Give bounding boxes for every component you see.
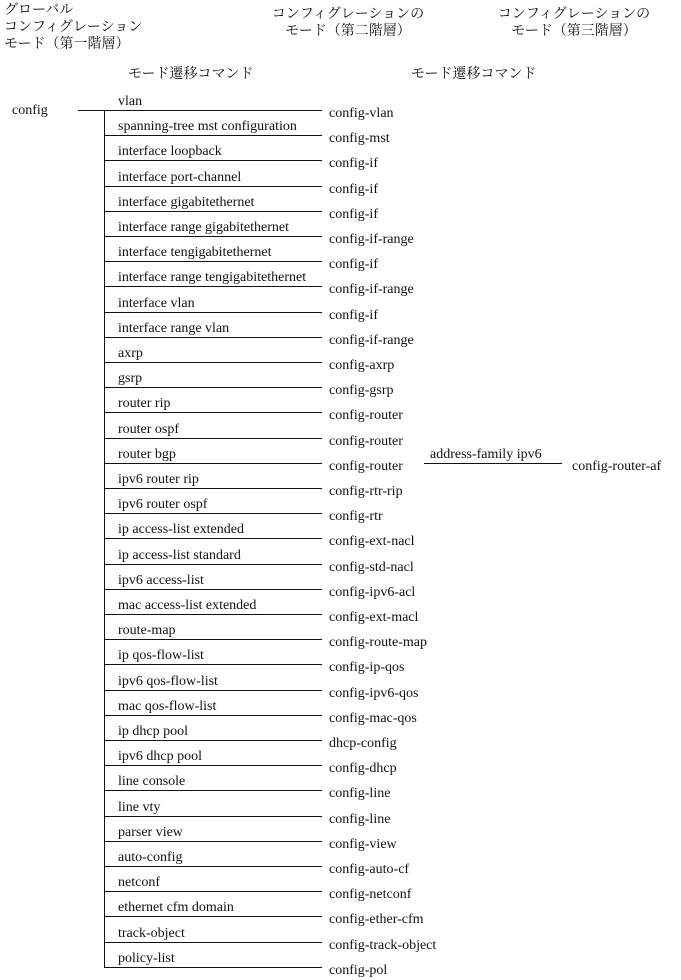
second-level-mode: config-router xyxy=(329,433,403,449)
transition-command: line vty xyxy=(118,799,161,815)
second-level-mode: config-ipv6-acl xyxy=(329,584,416,600)
transition-command: interface loopback xyxy=(118,144,222,160)
second-level-mode: config-netconf xyxy=(329,887,412,903)
second-level-mode: config-if xyxy=(329,206,378,222)
transition-command: interface range gigabitethernet xyxy=(118,220,290,235)
root-mode-config: config xyxy=(12,103,48,118)
transition-command: interface tengigabitethernet xyxy=(118,245,272,261)
transition-command: ipv6 qos-flow-list xyxy=(118,673,218,689)
transition-command: spanning-tree mst configuration xyxy=(118,119,297,135)
second-level-mode: config-ip-qos xyxy=(329,660,405,676)
transition-command: ipv6 access-list xyxy=(118,572,204,588)
transition-command: interface range vlan xyxy=(118,320,230,336)
second-level-mode: config-if xyxy=(329,257,378,273)
second-level-mode: config-route-map xyxy=(329,635,427,651)
second-level-mode: config-mst xyxy=(329,131,390,147)
transition-command: policy-list xyxy=(118,950,175,966)
second-level-mode: config-router xyxy=(329,408,403,424)
transition-command: router bgp xyxy=(118,446,176,462)
transition-command: ethernet cfm domain xyxy=(118,900,234,916)
second-level-mode: config-line xyxy=(329,811,391,827)
second-level-mode: config-gsrp xyxy=(329,383,394,399)
second-level-mode: config-if xyxy=(329,181,378,197)
second-level-mode: config-track-object xyxy=(329,937,437,953)
transition-command: netconf xyxy=(118,875,160,891)
second-level-mode: config-mac-qos xyxy=(329,710,417,726)
second-level-mode: config-view xyxy=(329,836,397,852)
second-level-mode: config-dhcp xyxy=(329,761,397,777)
header-level1: グローバル コンフィグレーション モード（第一階層） xyxy=(4,2,143,52)
transition-command: interface range tengigabitethernet xyxy=(118,270,307,286)
second-level-mode: config-rtr xyxy=(329,509,383,525)
second-level-mode: config-if xyxy=(329,307,378,323)
second-level-mode: config-if-range xyxy=(329,232,414,247)
transition-command: ipv6 router ospf xyxy=(118,497,208,513)
transition-command: ip access-list standard xyxy=(118,547,241,563)
second-level-mode: config-ext-nacl xyxy=(329,534,415,550)
transition-command: router ospf xyxy=(118,421,180,437)
second-level-mode: config-ether-cfm xyxy=(329,912,424,928)
second-level-mode: config-pol xyxy=(329,962,388,978)
second-level-mode: config-auto-cf xyxy=(329,862,410,877)
transition-command: interface port-channel xyxy=(118,169,242,185)
transition-command: ipv6 router rip xyxy=(118,472,199,487)
second-level-mode: config-line xyxy=(329,786,391,802)
transition-command: ip access-list extended xyxy=(118,522,244,538)
second-level-mode: dhcp-config xyxy=(329,736,397,751)
transition-command: route-map xyxy=(118,623,176,639)
third-level-command: address-family ipv6 xyxy=(430,446,542,462)
transition-command: auto-config xyxy=(118,850,183,865)
transition-command: mac access-list extended xyxy=(118,598,257,613)
second-level-mode: config-if-range xyxy=(329,332,414,348)
transition-command: line console xyxy=(118,774,186,790)
third-level-mode: config-router-af xyxy=(572,458,662,474)
header-transition-command-1: モード遷移コマンド xyxy=(128,66,254,82)
second-level-mode: config-router xyxy=(329,458,403,474)
second-level-mode: config-vlan xyxy=(329,106,394,121)
second-level-mode: config-if xyxy=(329,156,378,172)
transition-command: gsrp xyxy=(118,371,143,387)
second-level-mode: config-if-range xyxy=(329,282,414,298)
second-level-mode: config-ipv6-qos xyxy=(329,685,419,701)
transition-command: mac qos-flow-list xyxy=(118,698,217,714)
second-level-mode: config-rtr-rip xyxy=(329,484,403,499)
transition-command: interface gigabitethernet xyxy=(118,194,255,210)
transition-command: ipv6 dhcp pool xyxy=(118,749,202,765)
transition-command: parser view xyxy=(118,824,183,840)
transition-command: ip dhcp pool xyxy=(118,724,188,739)
header-transition-command-2: モード遷移コマンド xyxy=(411,66,537,82)
transition-command: router rip xyxy=(118,396,171,412)
transition-command: interface vlan xyxy=(118,295,195,311)
second-level-mode: config-ext-macl xyxy=(329,610,419,625)
transition-command: ip qos-flow-list xyxy=(118,648,204,664)
second-level-mode: config-std-nacl xyxy=(329,559,414,575)
second-level-mode: config-axrp xyxy=(329,358,395,373)
transition-command: vlan xyxy=(118,94,143,109)
header-level2: コンフィグレーションの モード（第二階層） xyxy=(271,6,425,39)
transition-command: axrp xyxy=(118,346,143,361)
transition-command: track-object xyxy=(118,925,185,941)
header-level3: コンフィグレーションの モード（第三階層） xyxy=(497,6,651,39)
